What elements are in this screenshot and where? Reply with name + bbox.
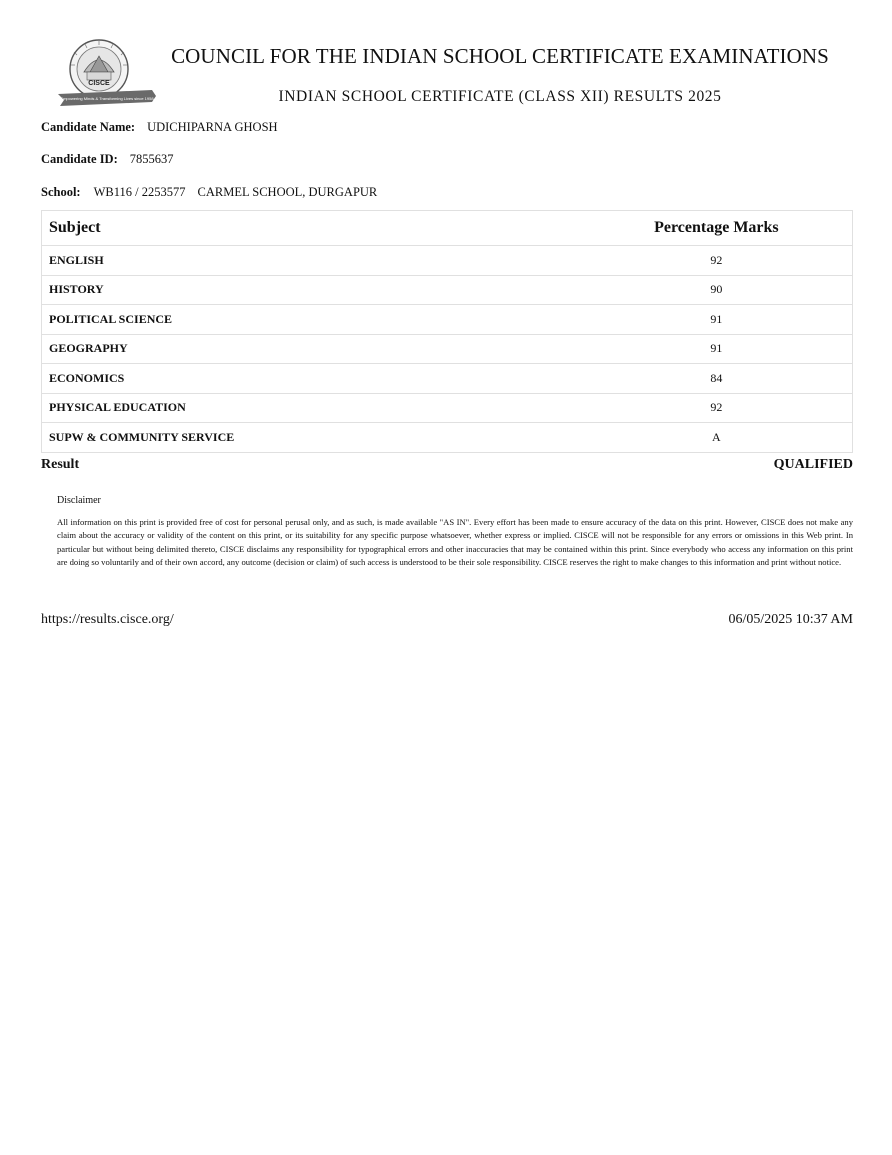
- school-label: School:: [41, 185, 81, 199]
- table-row: [42, 364, 853, 394]
- candidate-name-label: Candidate Name:: [41, 120, 136, 134]
- mark-cell: 92: [581, 393, 853, 423]
- school-code: WB116 / 2253577: [93, 185, 186, 199]
- mark-cell: 91: [581, 305, 853, 335]
- table-row: [42, 334, 853, 364]
- candidate-id-value: 7855637: [129, 152, 174, 166]
- page-title: COUNCIL FOR THE INDIAN SCHOOL CERTIFICATE EXAMINATIONS: [171, 44, 829, 68]
- footer-url: https://results.cisce.org/: [41, 612, 174, 627]
- footer-timestamp: 06/05/2025 10:37 AM: [728, 612, 853, 627]
- mark-cell: 91: [581, 334, 853, 364]
- school-row: [41, 185, 377, 200]
- page-subtitle: INDIAN SCHOOL CERTIFICATE (CLASS XII) RESULTS 2025: [278, 88, 722, 105]
- subject-cell: POLITICAL SCIENCE: [42, 305, 581, 335]
- table-row: [42, 246, 853, 276]
- result-value: QUALIFIED: [773, 457, 853, 472]
- mark-cell: 90: [581, 275, 853, 305]
- candidate-id-row: [41, 152, 174, 167]
- candidate-id-label: Candidate ID:: [41, 152, 118, 166]
- subject-cell: ENGLISH: [42, 246, 581, 276]
- subject-column-header: Subject: [42, 211, 581, 246]
- disclaimer-text: All information on this print is provided free of cost for personal perusal only, and as such, is made available "AS IN". Every effort has been made to ensure accuracy of the data on this print. However, CISCE does not make any claim about the accuracy or validity of the content on this print, or its suitability for any specific purpose whatsoever, whether express or implied. CISCE will not be responsible for any errors or omissions in this Web print. In particular but without being delimited thereto, CISCE disclaims any responsibility for typographical errors and other inaccuracies that may be contained within this print. Since everybody who access any information on this print are doing so voluntarily and of their own accord, any outcome (decision or claim) of such access is understood to be their sole responsibility. CISCE reserves the right to make changes to this information and print without notice.: [57, 517, 853, 567]
- table-row: [42, 305, 853, 335]
- candidate-name-value: UDICHIPARNA GHOSH: [147, 120, 278, 134]
- subject-cell: ECONOMICS: [42, 364, 581, 394]
- mark-cell: A: [581, 423, 853, 453]
- table-row: [42, 275, 853, 305]
- table-row: [42, 423, 853, 453]
- subject-cell: GEOGRAPHY: [42, 334, 581, 364]
- table-row: [42, 393, 853, 423]
- subject-cell: PHYSICAL EDUCATION: [42, 393, 581, 423]
- marks-table: [41, 210, 853, 453]
- percentage-column-header: Percentage Marks: [581, 211, 853, 246]
- table-header-row: [42, 211, 853, 246]
- school-name: CARMEL SCHOOL, DURGAPUR: [197, 185, 378, 199]
- candidate-name-row: [41, 120, 278, 135]
- mark-cell: 92: [581, 246, 853, 276]
- svg-text:CISCE: CISCE: [88, 80, 110, 87]
- subject-cell: HISTORY: [42, 275, 581, 305]
- svg-text:Empowering Minds & Transformin: Empowering Minds & Transforming Lives since 1958: [60, 96, 154, 101]
- cisce-emblem-icon: [52, 38, 164, 112]
- disclaimer-title: Disclaimer: [57, 495, 101, 506]
- result-label: Result: [41, 457, 80, 472]
- subject-cell: SUPW & COMMUNITY SERVICE: [42, 423, 581, 453]
- mark-cell: 84: [581, 364, 853, 394]
